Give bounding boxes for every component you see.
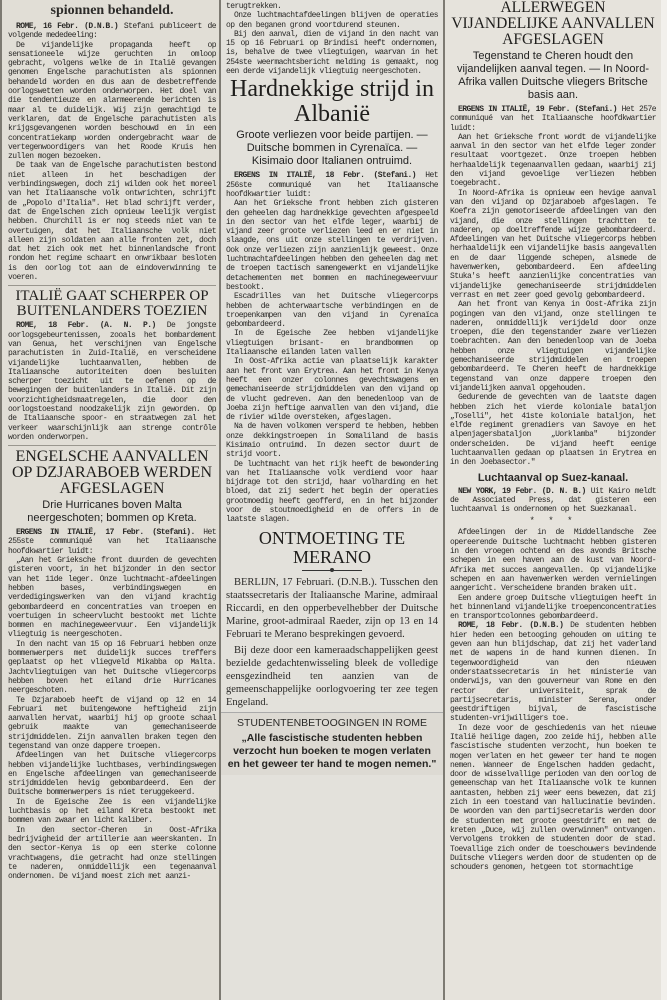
article-italie-toezien: [8, 321, 216, 442]
paragraph: Aan het Grieksche front hebben zich gisteren den geheelen dag hardnekkige gevechten afgespeeld in den sector van het elfde leger, waarbij de vijand zeer groote verliezen leed en er niet in slaagde, ons uit onze stellingen te verdrijven. Ook onze verliezen zijn aanzienlijk geweest. Onze luchtmachtafdeelingen hebben den geheelen dag met de troepen tactisch samengewerkt en vijandelijke detachementen met bommen en machinegeweervuur bestookt.: [226, 199, 438, 292]
dateline: ERGENS IN ITALIË, 18 Febr. (Stefani.): [234, 171, 417, 181]
dateline: ERGENS IN ITALIË, 19 Febr. (Stefani.): [458, 105, 618, 114]
dateline: BERLIJN, 17 Februari. (D.N.B.).: [234, 576, 378, 588]
separator: [8, 445, 216, 446]
paragraph: Te Dzjaraboeb heeft de vijand op 12 en 14 Februari met buitengewone heftigheid zijn aanvallen hervat, waarbij hij op groote schaal gebruik maakte van gemechaniseerde strijdmiddelen. Zijn aanvallen braken tegen den tegenstand van onze dappere troepen.: [8, 695, 216, 751]
headline-studentenbetoogingen: STUDENTENBETOOGINGEN IN ROME: [237, 716, 427, 729]
article-intro: Het 255ste communiqué van het Italiaansche hoofdkwartier luidt:: [8, 528, 216, 556]
headline-spionnen: spionnen behandeld.: [50, 3, 174, 18]
paragraph: Onze luchtmachtafdeelingen blijven de operaties op den beganen grond voortdurend steunen.: [226, 11, 438, 30]
paragraph: Aan het Grieksche front wordt de vijandelijke aanval in den sector van het elfde leger zonder resultaat voortgezet. Onze troepen hebben herhaaldelijk tegenaanvallen gedaan, waarbij zij den vijand gevoelige verliezen hebben toegebracht.: [450, 132, 656, 189]
column-left: [2, 0, 219, 1000]
paragraph: In de Egeische Zee hebben vijandelijke vliegtuigen brisant- en brandbommen op Italiaansche eilanden laten vallen: [226, 329, 438, 358]
paragraph: Uit Kairo meldt de Associated Press, dat gisteren een luchtaanval is ondernomen op het Suezkanaal.: [450, 486, 656, 515]
paragraph: In deze voor de geschiedenis van het nieuwe Italië heilige dagen, zoo zeide hij, hebben alle fascistische studenten verzocht, hun boeken te mogen verlaten en het geweer ter hand te mogen nemen. Wanneer de Engelschen hadden gedacht, door de wisselvallige perioden van den oorlog de gemeenschap van het Italiaansche volk te kunnen aantasten, hebben zij weer eens bewezen, dat zij zich in een toestand van hallucinatie bevinden. De woorden van den partijsecretaris werden door de studenten met groote geestdrift en met de kreten „Duce, wij zullen overwinnen" ontvangen. Vervolgens trokken de studenten door de stad. Toevallige zich onder de toeschouwers bevindende Duitsche vliegers werden door de studenten op de schouders genomen, hetgeen tot stormachtige: [450, 723, 656, 873]
quote-studenten: „Alle fascistische studenten hebben verzocht hun boeken te mogen verlaten en het geweer ter hand te mogen nemen.": [227, 731, 437, 770]
paragraph: De studenten hebben hier heden een betooging gehouden om uiting te geven aan hun blijdschap, dat zij het vaderland met de wapens in de hand kunnen dienen. In tegenwoordigheid van den nieuwen onderstaatssecretaris in het ministerie van onderwijs, van den gouverneur van Rome en den rector der universiteit, sprak de partijsecretaris, minister Serena, onder geestdriftigen bijval, de fascistische studenten-vrijwilligers toe.: [450, 621, 656, 724]
paragraph: Een andere groep Duitsche vliegtuigen heeft in het binnenland vijandelijke troepenconcentraties en transportcolonnes gebombardeerd.: [450, 593, 656, 622]
paragraph: Bij deze door een kameraadschappelijken geest bezielde gedachtenwisseling bleek de volledige eensgezindheid ten aanzien van de gemeenschappelijke oorlogvoering ter zee tegen Engeland.: [226, 644, 438, 708]
article-intro: Het 256ste communiqué van het Italiaansche hoofdkwartier luidt:: [226, 171, 439, 199]
box-studentenbetoogingen: [221, 712, 443, 775]
headline-allerwegen: ALLERWEGEN VIJANDELIJKE AANVALLEN AFGESLAGEN: [451, 0, 655, 48]
column-right: [445, 0, 661, 1000]
article-spionnen: [8, 22, 216, 282]
paragraph: De jongste oorlogsgebeurtenissen, zooals het bombardement van Genua, het verschijnen van Engelsche parachutisten in Zuid-Italië, en verscheidene vijandelijke luchtaanvallen, hebben de Italiaansche autoriteiten doen besluiten scherper toezicht uit te oefenen op de bewegingen der buitenlanders in Italië. Dit zijn voorzichtigheidsmaatregelen, die door den oorlogstoestand noodzakelijk zijn geworden. Op de Italiaansche spoor- en straatwegen zal het verkeer waarschijnlijk aan strenge contrôle worden onderworpen.: [8, 321, 216, 442]
paragraph: De taak van de Engelsche parachutisten bestond niet alleen in het beschadigen der verbindingswegen, doch zij wilden ook het moreel van het Italiaansche volk ontwrichten, schrijft de „Popolo d'Italia". Het blad schrijft verder, dat de Engelschen zich opnieuw leelijk vergist hebben. Churchill is er nog steeds niet van te overtuigen, dat het Italiaansche volk niet alleen zijn soldaten aan alle fronten zet, doch dat het zich ook met het binnenlandsche front rondom het regime schaart en onwrikbaar besloten is den oorlog tot aan de eindoverwinning te voeren.: [8, 161, 216, 283]
article-allerwegen: [450, 105, 656, 468]
paragraph: In de Egeische Zee is een vijandelijke luchtbasis op het eiland Kreta bestookt met bommen van zwaar en licht kaliber.: [8, 797, 216, 826]
dateline: ROME, 18 Febr. (D.N.B.): [458, 621, 564, 631]
article-albanie: [226, 171, 438, 524]
paragraph: Escadrilles van het Duitsche vliegercorps hebben de achterwaartsche verbindingen en de troepenkampen van den vijand in Cyrenaïca gebombardeerd.: [226, 292, 438, 330]
article-continued: [226, 2, 438, 76]
separator-asterisks: * * *: [529, 516, 577, 527]
headline-merano: ONTMOETING TE MERANO: [258, 527, 406, 567]
paragraph: In den sector-Cheren in Oost-Afrika bedrijvigheid der artillerie aan weerskanten. In den sector-Kenya is op een sterke colonne vrachtwagens, die getracht had onze stellingen te naderen, onmiddellijk een tegenaanval ondernomen. De vijand moest zich met aanzi-: [8, 825, 216, 882]
headline-albanie: Hardnekkige strijd in Albanië: [230, 76, 434, 128]
paragraph: De vijandelijke propaganda heeft op sensationeele wijze geruchten in omloop gebracht, volgens welke de in Italië gevangen genomen Engelsche parachutisten als spionnen behandeld worden en dus aan de desbetreffende oorlogswetten worden onderworpen. Het doel van die tendentieuze en alarmeerende berichten is maar al te duidelijk. Wij zijn gemachtigd te verklaren, dat de Engelsche parachutisten als krijgsgevangenen worden beschouwd en in een concentratiekamp worden ondergebracht waar de vertegenwoordigers van het Roode Kruis hen zullen mogen bezoeken.: [8, 40, 216, 162]
paragraph: In Noord-Afrika is opnieuw een hevige aanval van den vijand op Dzjaraboeb afgeslagen. Te Koefra zijn gemotoriseerde afdeelingen van den vijand, die onze stellingen trachtten te naderen, op doeltreffende wijze gebombardeerd. Afdeelingen van het Duitsche vliegercorps hebben herhaaldelijk een vijandelijke basis aangevallen en de daar liggende schepen, alsmede de havenwerken, gebombardeerd. Een afdeeling Stuka's heeft aanzienlijke concentraties van vijandelijke gemechaniseerde strijdmiddelen verrast en met zeer goed gevolg gebombardeerd.: [450, 188, 656, 300]
article-rome-studenten: [450, 621, 656, 872]
headline-suez: Luchtaanval op Suez-kanaal.: [477, 471, 629, 484]
dateline: NEW YORK, 19 Febr. (D. N. B.): [458, 486, 586, 496]
paragraph: Afdeelingen van het Duitsche vliegercorps hebben vijandelijke luchtbases, verbindingswegen en Engelsche afdeelingen van gemechaniseerde strijdmiddelen hevig gebombardeerd. Een der Duitsche bommenwerpers is niet teruggekeerd.: [8, 751, 216, 798]
article-merano: [226, 576, 438, 709]
paragraph: Tusschen den staatssecretaris der Italiaansche Marine, admiraal Riccardi, en den opperbevelhebber der Duitsche Marine, groot-admiraal Raeder, zijn op 13 en 14 Februari te Merano besprekingen gevoerd.: [226, 576, 439, 640]
article-suez: [450, 487, 656, 622]
paragraph: Afdeelingen der in de Middellandsche Zee opereerende Duitsche luchtmacht hebben gisteren in den vroegen ochtend en des avonds Britsche schepen in een haven aan de kust van Noord-Afrika met succes aangevallen. Op vijandelijke schepen en aan havenwerken werden vernielingen aangericht. Verscheidene branden braken uit.: [450, 528, 656, 594]
paragraph: terugtrekken.: [226, 2, 282, 11]
ornamental-rule: [302, 570, 362, 571]
dateline: ROME, 16 Febr. (D.N.B.): [16, 22, 119, 31]
subheadline-allerwegen: Tegenstand te Cheren houdt den vijandelijken aanval tegen. — In Noord-Afrika vallen Duitsche vliegers Britsche basis aan.: [456, 50, 649, 101]
paragraph: Gedurende de gevechten van de laatste dagen hebben zich het vierde koloniale bataljon „Toselli", het 41ste koloniale bataljon, het elfde regiment grenadiers van Savoye en het alpenjagersbataljon „Uorklamba" bijzonder onderscheiden. De vijand heeft eenige luchtaanvallen gedaan op plaatsen in Erytrea en in den Joebasector.": [450, 393, 656, 468]
paragraph: In Oost-Afrika actie van plaatselijk karakter aan het front van Erytrea. Aan het front in Kenya heeft een onzer colonnes gevechtswagens en gemechaniseerde strijdmiddelen van den vijand op de vlucht gedreven. Aan den benedenloop van de Joeba zijn heftige aanvallen van den vijand, die de rivier wilde oversteken, afgeslagen.: [226, 357, 438, 423]
paragraph: De luchtmacht van het rijk heeft de bewondering van het Italiaansche volk verdiend voor haar bijdrage tot den strijd, haar volharding en het bloed, dat zij sedert het begin der operaties grootmoedig heeft geofferd, en in het bijzonder voor de stoutmoedigheid en de offers in de laatste slagen.: [226, 459, 438, 525]
article-dzjaraboeb: [8, 528, 216, 881]
column-middle: [221, 0, 443, 1000]
dateline: ROME, 18 Febr. (A. N. P.): [16, 321, 156, 331]
paragraph: „Aan het Grieksche front duurden de gevechten gisteren voort, in het bijzonder in den sector van het 11de leger. Onze luchtmacht-afdeelingen hebben bases, verbindingswegen en verdedigingswerken van den vijand krachtig gebombardeerd en concentraties van troepen en voertuigen in scheervlucht bestookt met lichte bommen en machinegeweervuur. Een vijandelijk vliegtuig is neergeschoten.: [8, 556, 216, 640]
paragraph: Bij den aanval, dien de vijand in den nacht van 15 op 16 Februari op Brindisi heeft ondernomen, is, behalve de twee vliegtuigen, waarvan in het 254ste weermachtsbericht melding is gemaakt, nog een derde vijandelijk vliegtuig neergeschoten.: [226, 29, 438, 77]
separator: [8, 285, 216, 286]
subheadline-dzjaraboeb: Drie Hurricanes boven Malta neergeschoten; bommen op Kreta.: [27, 499, 197, 525]
headline-dzjaraboeb: ENGELSCHE AANVALLEN OP DZJARABOEB WERDEN AFGESLAGEN: [11, 448, 212, 498]
paragraph: Aan het front van Kenya in Oost-Afrika zijn pogingen van den vijand, onze stellingen te naderen, onmiddellijk verijdeld door onze troepen, die den tegenstander zware verliezen toebrachten. Aan den benedenloop van de Joeba hebben onze vliegtuigen vijandelijke gemechaniseerde strijdmiddelen en troepen gebombardeerd. Te Cheren heeft de hardnekkige tegenstand van onze dappere troepen den vijandelijken aanval opgehouden.: [450, 300, 656, 393]
paragraph: In den nacht van 15 op 16 Februari hebben onze bommenwerpers met duidelijk succes treffers geplaatst op het vliegveld Mikabba op Malta. Jachtvliegtuigen van het Duitsche vliegercorps hebben boven het eiland drie Hurricanes neergeschoten.: [8, 639, 216, 696]
page-edge-right: [661, 0, 667, 1000]
paragraph: Na de haven volkomen versperd te hebben, hebben onze dekkingstroepen in Somaliland de basis Kisimaio ontruimd. In dezen sector duurt de strijd voort.: [226, 422, 438, 460]
subheadline-albanie: Groote verliezen voor beide partijen. — Duitsche bommen in Cyrenaïca. — Kisimaio door Italianen ontruimd.: [236, 129, 428, 168]
article-intro: Het 257e communiqué van het Italiaansche hoofdkwartier luidt:: [450, 105, 657, 133]
dateline: ERGENS IN ITALIË, 17 Febr. (Stefani).: [16, 528, 195, 538]
article-intro: Stefani publiceert de volgende mededeeling:: [8, 22, 216, 41]
headline-italie-toezien: ITALIË GAAT SCHERPER OP BUITENLANDERS TOEZIEN: [15, 288, 209, 320]
